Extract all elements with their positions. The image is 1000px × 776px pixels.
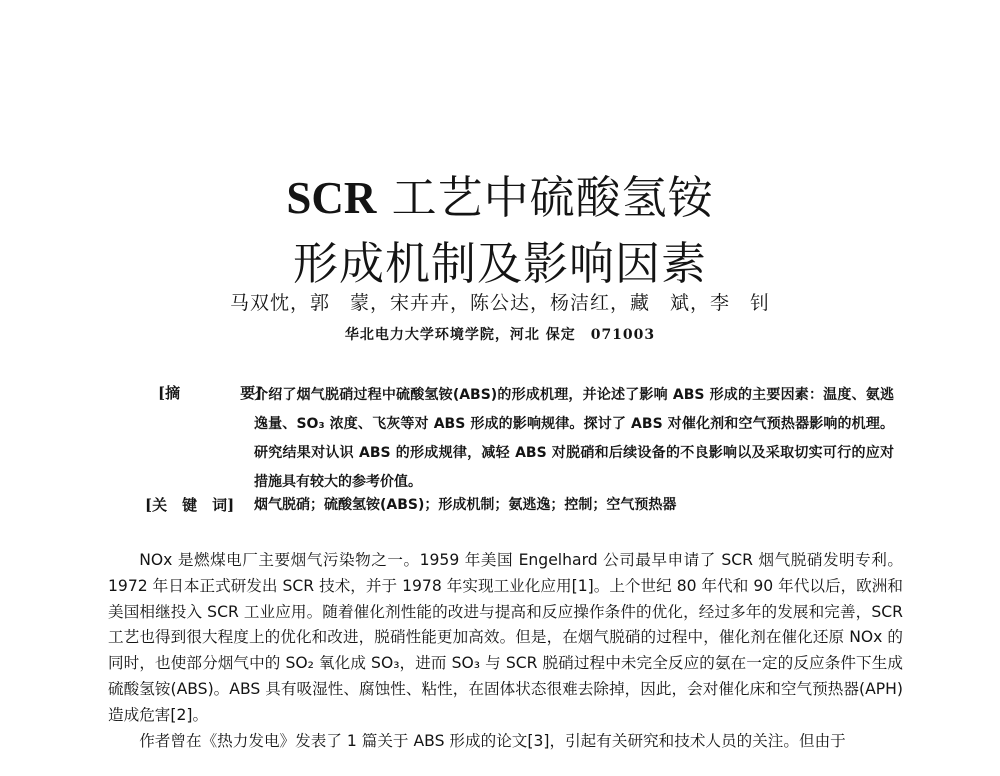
body-text — [108, 548, 903, 754]
body-paragraph-1: NOx 是燃煤电厂主要烟气污染物之一。1959 年美国 Engelhard 公司最早申请了 SCR 烟气脱硝发明专利。1972 年日本正式研发出 SCR 技术，并于 1978 年实现工业化应用[1]。上个世纪 80 年代和 90 年代以后，欧洲和美国相继投入 SCR 工业应用。随着催化剂性能的改进与提高和反应操作条件的优化，经过多年的发展和完善，SCR 工艺也得到很大程度上的优化和改进，脱硝性能更加高效。但是，在烟气脱硝的过程中，催化剂在催化还原 NOx 的同时，也使部分烟气中的 SO₂ 氧化成 SO₃，进而 SO₃ 与 SCR 脱硝过程中未完全反应的氨在一定的反应条件下生成硫酸氢铵(ABS)。ABS 具有吸湿性、腐蚀性、粘性，在固体状态很难去除掉，因此，会对催化床和空气预热器(APH)造成危害[2]。 — [108, 551, 903, 724]
abstract-text: 介绍了烟气脱硝过程中硫酸氢铵(ABS)的形成机理，并论述了影响 ABS 形成的主要因素：温度、氨逃逸量、SO₃ 浓度、飞灰等对 ABS 形成的影响规律。探讨了 ABS 对催化剂和空气预热器影响的机理。研究结果对认识 ABS 的形成规律，减轻 ABS 对脱硝和后续设备的不良影响以及采取切实可行的应对措施具有较大的参考价值。 — [254, 387, 894, 490]
affiliation: 华北电力大学环境学院，河北 保定 071003 — [344, 327, 656, 343]
paper-title-line-1 — [0, 170, 1000, 226]
body-paragraph-2: 作者曾在《热力发电》发表了 1 篇关于 ABS 形成的论文[3]，引起有关研究和技术人员的关注。但由于 — [139, 731, 846, 750]
title-latin-part: SCR — [286, 173, 377, 224]
keywords-label: [关 键 词] — [145, 496, 235, 514]
abstract-label: [摘 要] — [158, 384, 263, 402]
keywords-text: 烟气脱硝；硫酸氢铵(ABS)；形成机制；氨逃逸；控制；空气预热器 — [254, 497, 677, 513]
paper-title-line-2: 形成机制及影响因素 — [292, 237, 707, 291]
author-list: 马双忱，郭 蒙，宋卉卉，陈公达，杨洁红，藏 斌，李 钊 — [229, 292, 770, 314]
title-cjk-part: 工艺中硫酸氢铵 — [376, 171, 714, 225]
